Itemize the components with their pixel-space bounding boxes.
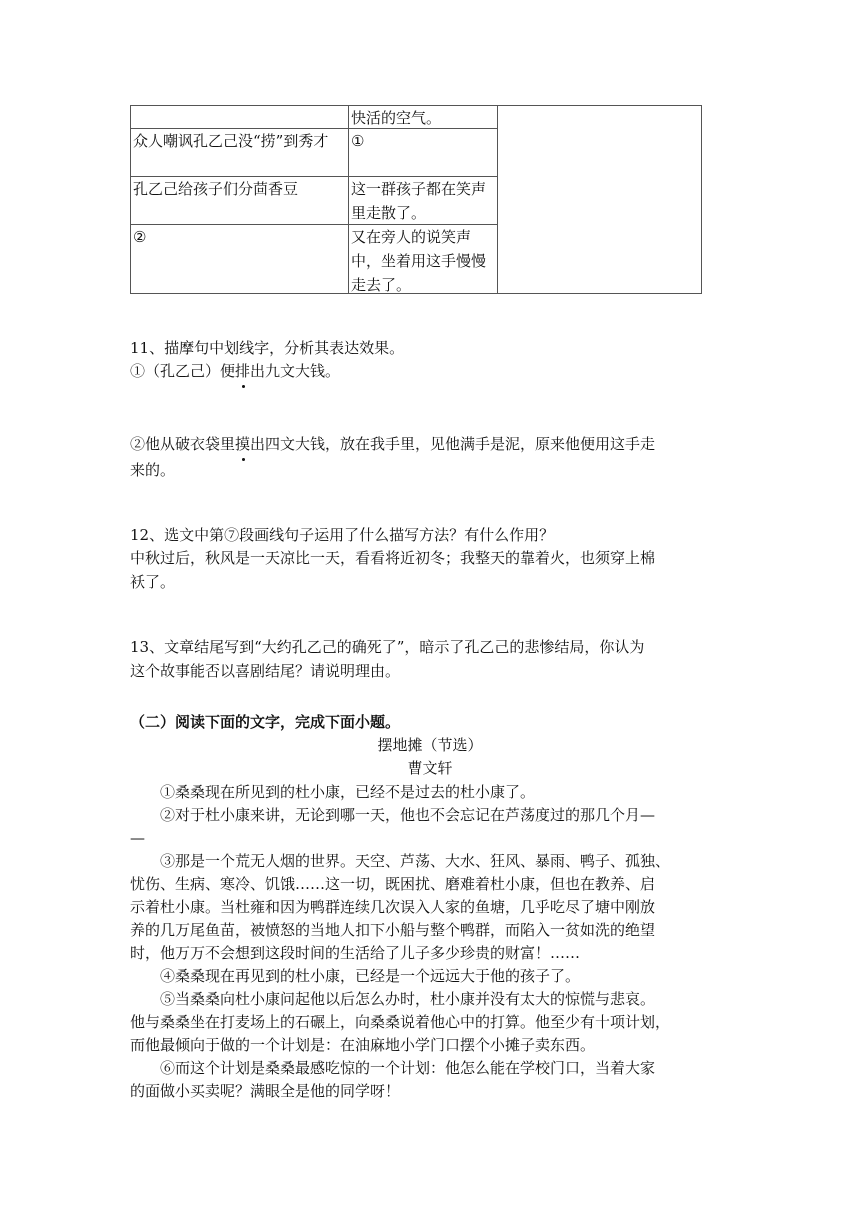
q11-sentence-1: ①（孔乙己）便排出九文大钱。: [130, 359, 340, 383]
passage-line: 的面做小买卖呢？满眼全是他的同学呀！: [130, 1082, 401, 1100]
q11-sentence-2: ②他从破衣袋里摸出四文大钱，放在我手里，见他满手是泥，原来他便用这手走: [130, 432, 655, 456]
passage-title: 摆地摊（节选）: [377, 736, 483, 754]
passage-line: ①桑桑现在所见到的杜小康，已经不是过去的杜小康了。: [160, 783, 536, 801]
q12-quote-line-1: 中秋过后，秋风是一天凉比一天，看看将近初冬；我整天的靠着火，也须穿上棉: [130, 549, 656, 567]
passage-line: 示着杜小康。当杜雍和因为鸭群连续几次误入人家的鱼塘，几乎吃尽了塘中刚放: [130, 898, 656, 916]
table-row-4-scene: 又在旁人的说笑声中，坐着用这手慢慢走去了。: [351, 228, 487, 294]
passage-line: 养的几万尾鱼苗，被愤怒的当地人扣下小船与整个鸭群，而陷入一贫如洗的绝望: [130, 921, 656, 939]
table-row-4-event: ②: [133, 228, 147, 246]
passage-line: ④桑桑现在再见到的杜小康，已经是一个远远大于他的孩子了。: [160, 967, 581, 985]
q11-marked-char-1: 排: [235, 359, 250, 383]
q12-title: 12、选文中第⑦段画线句子运用了什么描写方法？有什么作用？: [130, 526, 555, 544]
passage-author: 曹文轩: [407, 759, 453, 777]
passage-line: ③那是一个荒无人烟的世界。天空、芦荡、大水、狂风、暴雨、鸭子、孤独、: [160, 852, 671, 870]
table-row-2-event: 众人嘲讽孔乙己没“捞”到秀才: [133, 132, 329, 150]
section-2-heading: （二）阅读下面的文字，完成下面小题。: [130, 713, 401, 731]
passage-line: —: [130, 829, 145, 847]
passage-line: ⑥而这个计划是桑桑最感吃惊的一个计划：他怎么能在学校门口，当着大家: [160, 1059, 656, 1077]
table-row-1-scene: 快活的空气。: [351, 109, 442, 127]
table-row-3-event: 孔乙己给孩子们分茴香豆: [133, 180, 299, 198]
table-row-2-scene: ①: [351, 132, 365, 150]
q13-line-1: 13、文章结尾写到“大约孔乙己的确死了”，暗示了孔乙己的悲惨结局，你认为: [130, 638, 645, 656]
passage-line: 而他最倾向于做的一个计划是：在油麻地小学门口摆个小摊子卖东西。: [130, 1036, 596, 1054]
q11-marked-char-2: 摸: [235, 432, 250, 456]
q12-quote-line-2: 袄了。: [130, 573, 176, 591]
q13-line-2: 这个故事能否以喜剧结尾？请说明理由。: [130, 662, 401, 680]
table-row-3-scene: 这一群孩子都在笑声里走散了。: [351, 180, 487, 222]
passage-line: 时，他万万不会想到这段时间的生活给了儿子多少珍贵的财富！……: [130, 944, 581, 962]
passage-line: ⑤当桑桑向杜小康问起他以后怎么办时，杜小康并没有太大的惊慌与悲哀。: [160, 990, 656, 1008]
q11-sentence-2-cont: 来的。: [130, 461, 176, 479]
passage-line: ②对于杜小康来讲，无论到哪一天，他也不会忘记在芦荡度过的那几个月—: [160, 806, 656, 824]
q11-title: 11、描摩句中划线字，分析其表达效果。: [130, 339, 405, 357]
passage-line: 他与桑桑坐在打麦场上的石碾上，向桑桑说着他心中的打算。他至少有十项计划，: [130, 1013, 671, 1031]
passage-line: 忧伤、生病、寒冷、饥饿……这一切，既困扰、磨难着杜小康，但也在教养、启: [130, 875, 656, 893]
